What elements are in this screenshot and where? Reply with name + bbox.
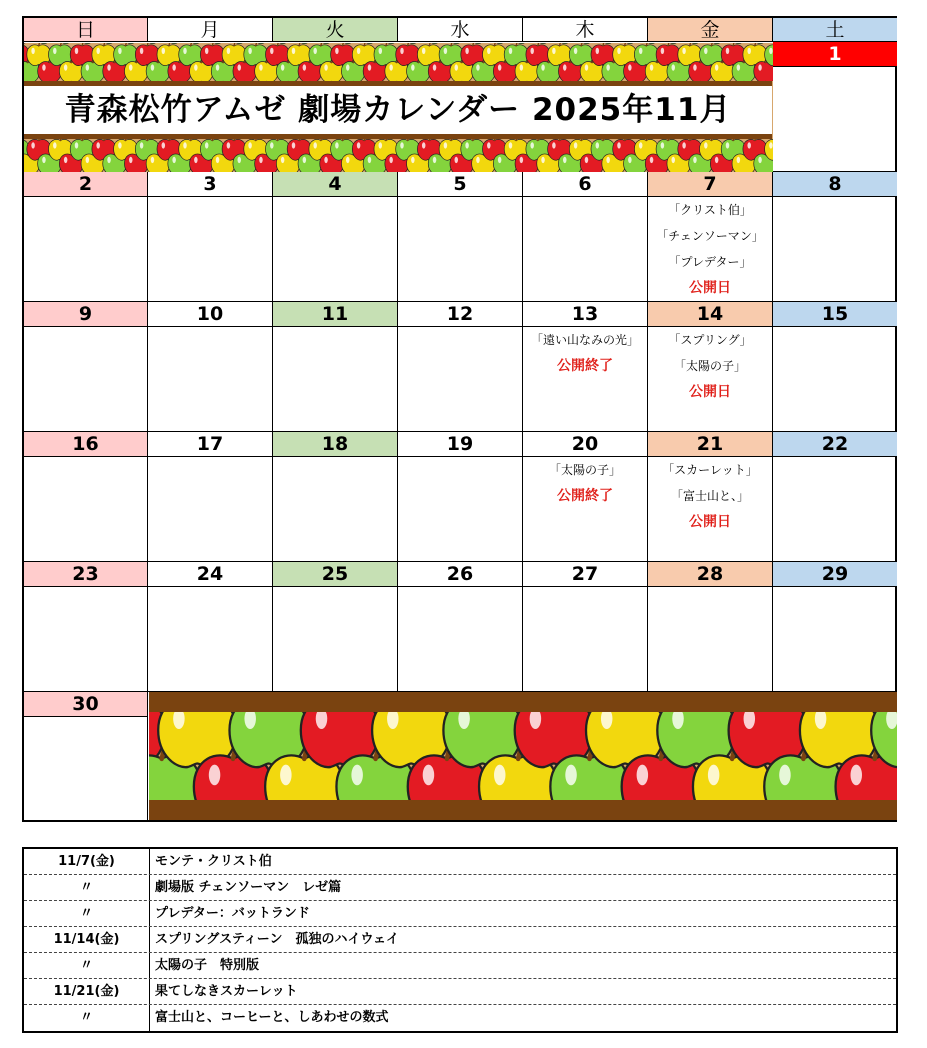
day-number: 23 bbox=[24, 562, 147, 587]
day-cell bbox=[773, 562, 897, 692]
day-cell bbox=[773, 432, 897, 562]
release-schedule-table bbox=[22, 847, 898, 1033]
day-number: 12 bbox=[398, 302, 522, 327]
event-list bbox=[773, 67, 897, 70]
day-number: 14 bbox=[648, 302, 772, 327]
release-title: プレデター：バットランド bbox=[155, 906, 310, 921]
day-cell bbox=[148, 562, 273, 692]
day-cell bbox=[148, 432, 273, 562]
weekday-header: 土 bbox=[773, 18, 897, 42]
title-box bbox=[24, 81, 772, 139]
release-title: 太陽の子 特別版 bbox=[155, 958, 260, 973]
event-status: 公開終了 bbox=[557, 358, 613, 374]
release-title: モンテ・クリスト伯 bbox=[155, 854, 272, 869]
day-number: 5 bbox=[398, 172, 522, 197]
event-list bbox=[773, 197, 897, 200]
day-number: 9 bbox=[24, 302, 147, 327]
event-title: 「プレデター」 bbox=[668, 255, 752, 269]
event-list bbox=[398, 457, 522, 460]
day-number: 27 bbox=[523, 562, 647, 587]
day-number: 13 bbox=[523, 302, 647, 327]
day-number: 18 bbox=[273, 432, 397, 457]
day-cell bbox=[648, 302, 773, 432]
event-title: 「クリスト伯」 bbox=[668, 203, 752, 217]
day-cell bbox=[648, 562, 773, 692]
release-date: 〃 bbox=[24, 953, 150, 978]
day-number: 10 bbox=[148, 302, 272, 327]
event-list bbox=[773, 587, 897, 590]
release-date: 〃 bbox=[24, 901, 150, 926]
day-cell bbox=[398, 562, 523, 692]
day-number: 19 bbox=[398, 432, 522, 457]
day-cell bbox=[398, 432, 523, 562]
event-title: 「スカーレット」 bbox=[662, 463, 758, 477]
event-status: 公開日 bbox=[689, 514, 731, 530]
title-banner bbox=[24, 43, 773, 172]
day-number: 17 bbox=[148, 432, 272, 457]
event-list bbox=[398, 197, 522, 200]
day-number: 28 bbox=[648, 562, 772, 587]
event-list bbox=[773, 457, 897, 460]
day-number: 25 bbox=[273, 562, 397, 587]
release-row bbox=[24, 953, 896, 979]
event-list bbox=[273, 457, 397, 460]
day-cell bbox=[648, 432, 773, 562]
release-row bbox=[24, 1005, 896, 1031]
day-cell bbox=[273, 302, 398, 432]
event-title: 「太陽の子」 bbox=[673, 359, 746, 373]
calendar-grid bbox=[22, 16, 897, 822]
weekday-header: 木 bbox=[523, 18, 648, 42]
release-title: 劇場版 チェンソーマン レゼ篇 bbox=[155, 880, 342, 895]
release-date: 〃 bbox=[24, 1005, 150, 1031]
day-number: 21 bbox=[648, 432, 772, 457]
day-cell bbox=[523, 172, 648, 302]
release-row bbox=[24, 979, 896, 1005]
day-number: 24 bbox=[148, 562, 272, 587]
weekday-header: 日 bbox=[24, 18, 148, 42]
day-number: 29 bbox=[773, 562, 897, 587]
day-number: 26 bbox=[398, 562, 522, 587]
release-title: スプリングスティーン 孤独のハイウェイ bbox=[155, 932, 400, 947]
weekday-header: 金 bbox=[648, 18, 773, 42]
day-number: 3 bbox=[148, 172, 272, 197]
event-list bbox=[648, 457, 772, 538]
day-cell bbox=[648, 172, 773, 302]
day-cell bbox=[523, 302, 648, 432]
event-list bbox=[24, 587, 147, 590]
day-cell bbox=[24, 432, 148, 562]
day-number: 4 bbox=[273, 172, 397, 197]
event-title: 「チェンソーマン」 bbox=[656, 229, 764, 243]
day-number: 16 bbox=[24, 432, 147, 457]
event-list bbox=[523, 197, 647, 200]
day-number: 20 bbox=[523, 432, 647, 457]
event-list bbox=[648, 327, 772, 408]
day-cell bbox=[398, 302, 523, 432]
event-status: 公開日 bbox=[689, 280, 731, 296]
day-cell bbox=[523, 432, 648, 562]
apple-banner bbox=[149, 692, 897, 820]
event-list bbox=[148, 457, 272, 460]
day-cell bbox=[24, 172, 148, 302]
day-cell bbox=[24, 562, 148, 692]
event-list bbox=[148, 327, 272, 330]
day-number: 22 bbox=[773, 432, 897, 457]
event-list bbox=[24, 327, 147, 330]
release-date: 11/7(金) bbox=[24, 849, 150, 874]
day-cell bbox=[773, 42, 897, 172]
day-number: 8 bbox=[773, 172, 897, 197]
release-title: 富士山と、コーヒーと、しあわせの数式 bbox=[155, 1010, 389, 1025]
weekday-header: 火 bbox=[273, 18, 398, 42]
event-list bbox=[148, 197, 272, 200]
release-date: 〃 bbox=[24, 875, 150, 900]
day-cell bbox=[24, 692, 148, 822]
day-cell bbox=[273, 432, 398, 562]
day-number: 1 bbox=[773, 42, 897, 67]
event-list bbox=[398, 587, 522, 590]
day-number: 11 bbox=[273, 302, 397, 327]
weekday-header: 月 bbox=[148, 18, 273, 42]
page-title: 青森松竹アムゼ 劇場カレンダー 2025年11月 bbox=[64, 92, 732, 128]
event-title: 「スプリング」 bbox=[668, 333, 752, 347]
event-list bbox=[24, 457, 147, 460]
event-list bbox=[523, 587, 647, 590]
event-title: 「太陽の子」 bbox=[548, 463, 621, 477]
day-cell bbox=[398, 172, 523, 302]
release-row bbox=[24, 875, 896, 901]
day-cell bbox=[523, 562, 648, 692]
release-title: 果てしなきスカーレット bbox=[155, 984, 298, 999]
event-list bbox=[273, 327, 397, 330]
event-status: 公開日 bbox=[689, 384, 731, 400]
day-cell bbox=[148, 172, 273, 302]
release-date: 11/14(金) bbox=[24, 927, 150, 952]
event-list bbox=[523, 457, 647, 512]
event-list bbox=[24, 197, 147, 200]
event-list bbox=[148, 587, 272, 590]
event-list bbox=[273, 197, 397, 200]
event-list bbox=[773, 327, 897, 330]
day-number: 30 bbox=[24, 692, 147, 717]
weekday-header: 水 bbox=[398, 18, 523, 42]
release-date: 11/21(金) bbox=[24, 979, 150, 1004]
event-list bbox=[648, 587, 772, 590]
day-cell bbox=[273, 562, 398, 692]
release-row bbox=[24, 927, 896, 953]
day-cell bbox=[273, 172, 398, 302]
event-list bbox=[648, 197, 772, 304]
event-list bbox=[398, 327, 522, 330]
release-row bbox=[24, 901, 896, 927]
event-status: 公開終了 bbox=[557, 488, 613, 504]
event-title: 「富士山と、」 bbox=[670, 489, 749, 503]
event-list bbox=[523, 327, 647, 382]
event-list bbox=[273, 587, 397, 590]
day-number: 15 bbox=[773, 302, 897, 327]
day-cell bbox=[773, 172, 897, 302]
event-title: 「遠い山なみの光」 bbox=[530, 333, 639, 347]
day-cell bbox=[773, 302, 897, 432]
release-row bbox=[24, 849, 896, 875]
day-number: 2 bbox=[24, 172, 147, 197]
day-cell bbox=[148, 302, 273, 432]
day-cell bbox=[24, 302, 148, 432]
day-number: 7 bbox=[648, 172, 772, 197]
event-list bbox=[24, 717, 147, 720]
day-number: 6 bbox=[523, 172, 647, 197]
